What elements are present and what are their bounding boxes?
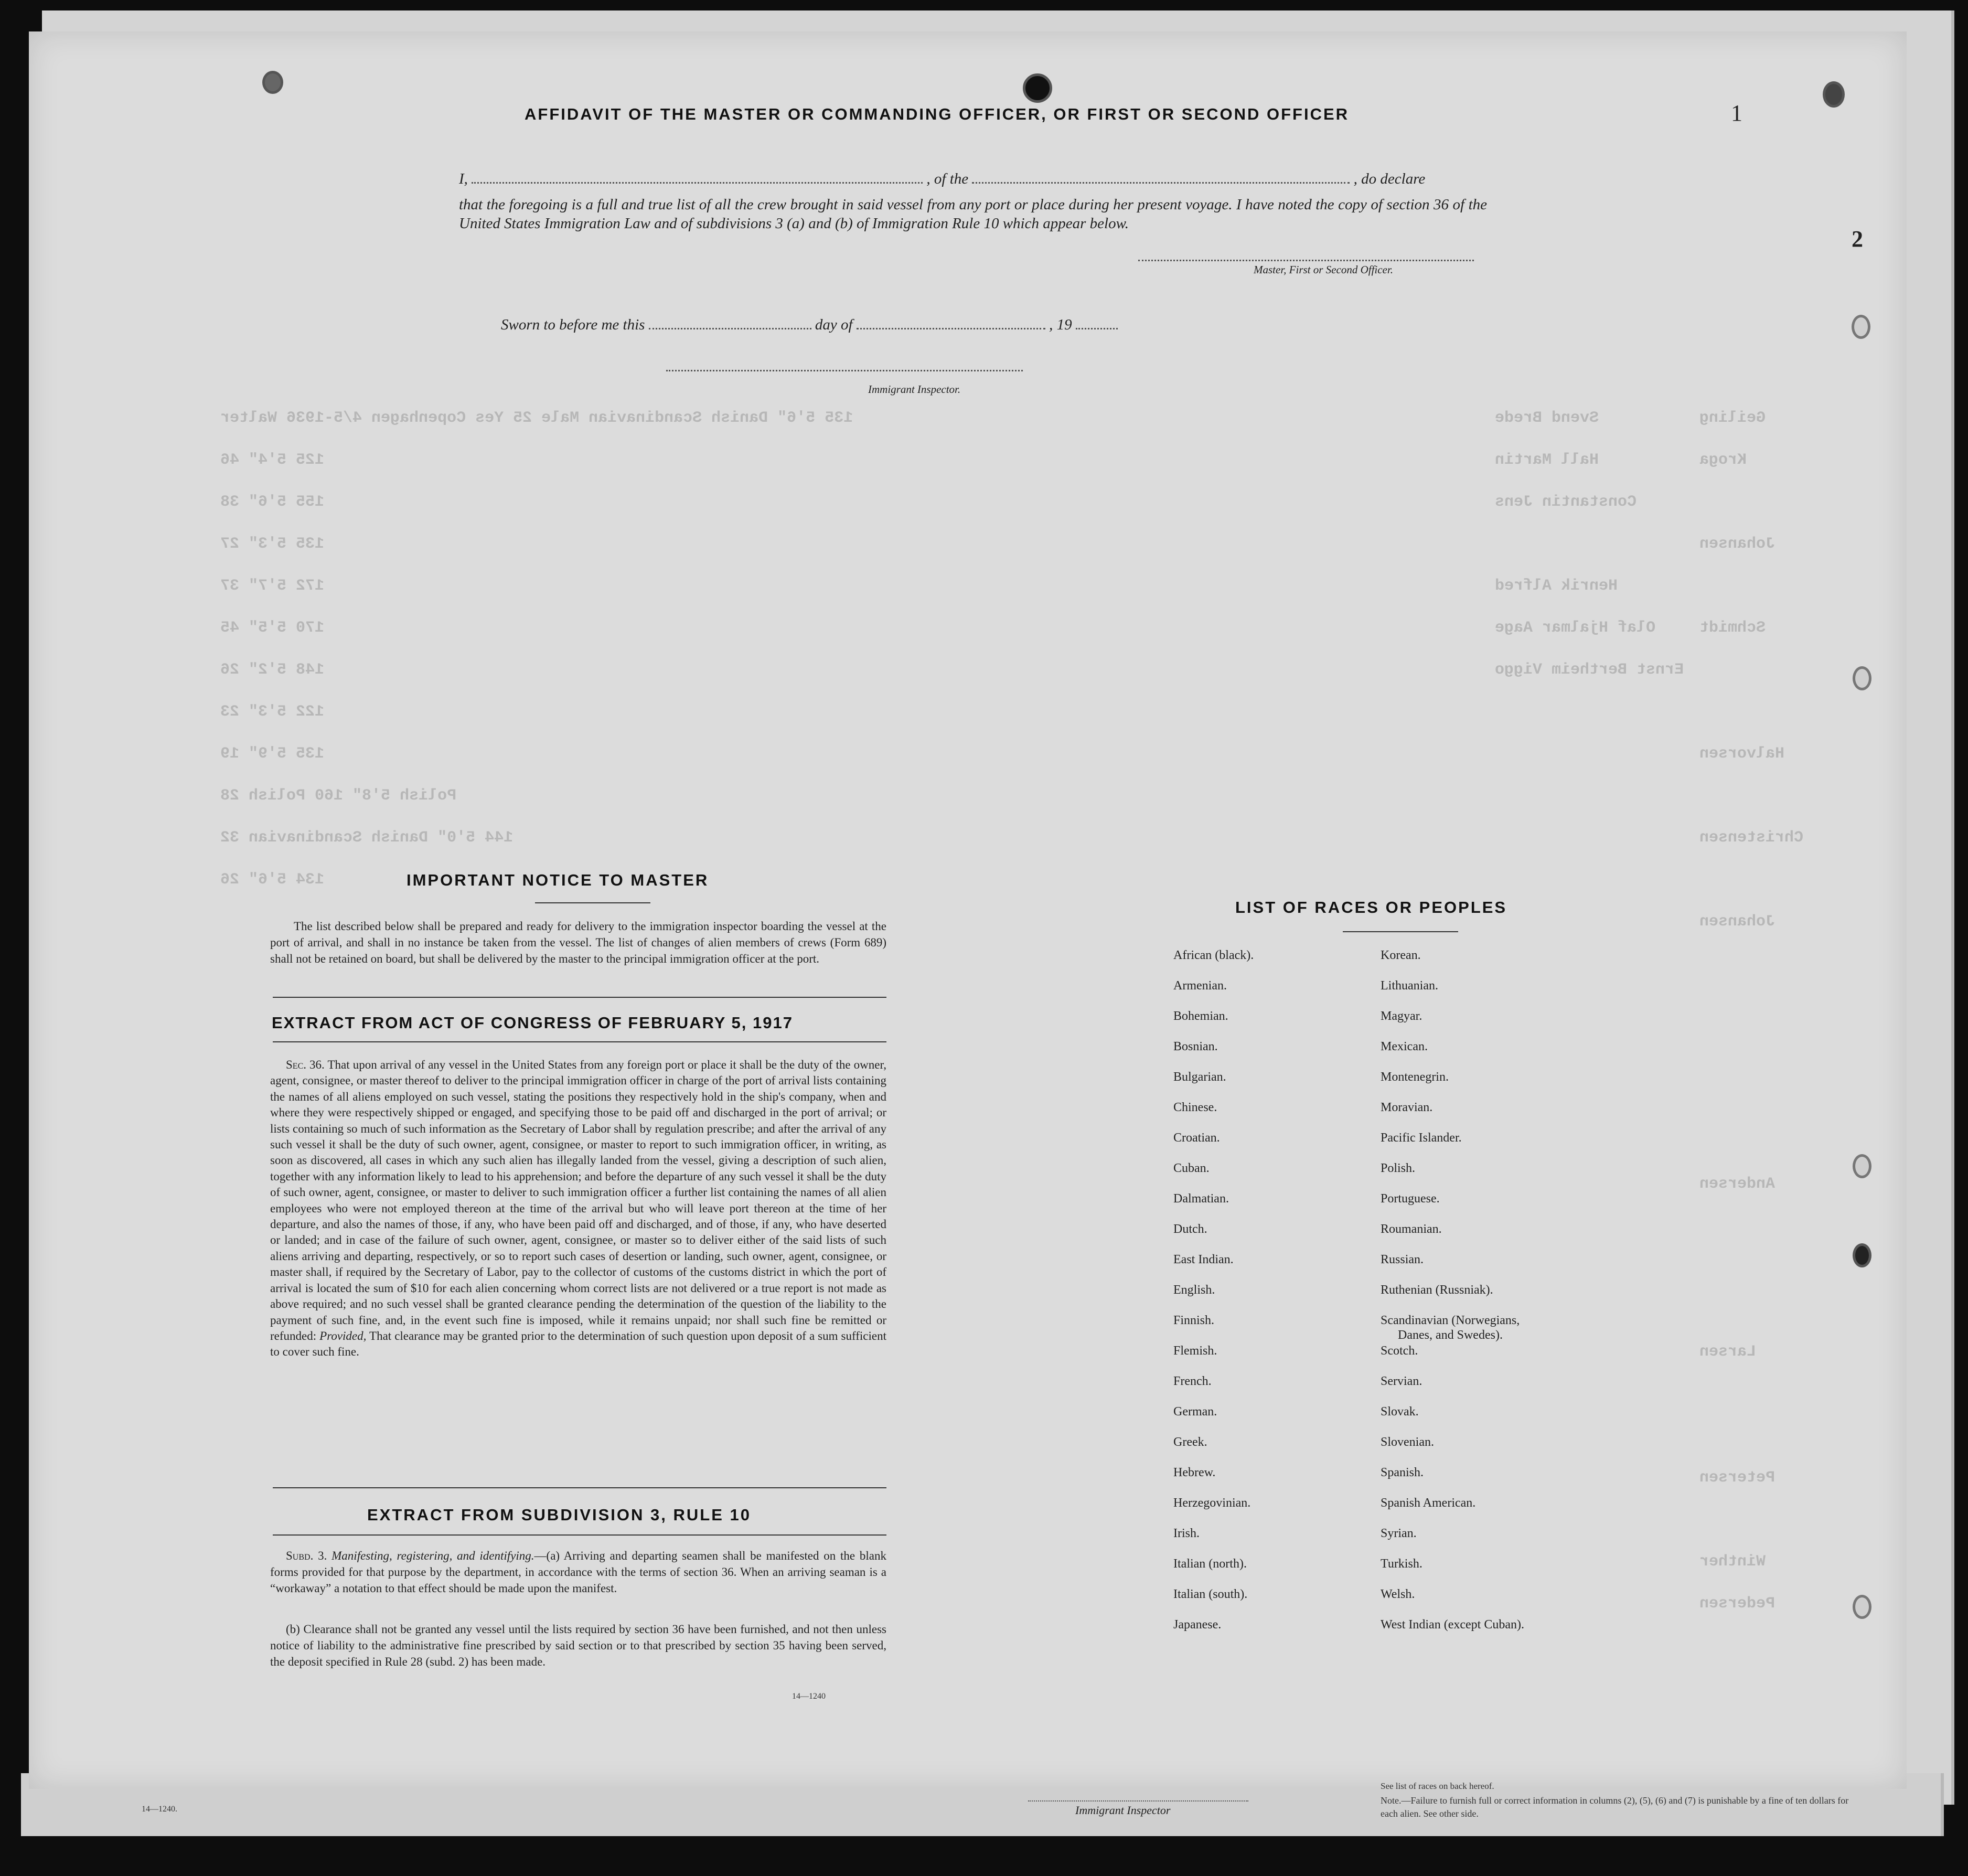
punch-hole [1852,315,1870,339]
race-item: Croatian. [1173,1131,1220,1145]
race-item: Danes, and Swedes). [1398,1328,1503,1342]
race-item: Finnish. [1173,1314,1215,1327]
act-section-text: That upon arrival of any vessel in the United States from any foreign port or place it shall be the duty of the owner, agent, consignee, or master thereof to deliver to the principal immigration officer in charge of the port of arrival lists containing the names of all aliens employed on such vessel, stating the positions they respectively hold in the ship's company, when and where they were respectively shipped or engaged, and specifying those to be paid off and discharged in the port of arrival; or lists containing so much of such information as the Secretary of Labor shall by regulation prescribe; and after the arrival of any such vessel it shall be the duty of such owner, agent, consignee, or master to report to such immigration officer, in writing, as soon as discovered, all cases in which any such alien has illegally landed from the vessel, giving a description of such alien, together with any information likely to lead to his apprehension; and before the departure of any such vessel it shall be the duty of such owner, agent, consignee, or master to deliver to such immigration officer a further list containing the names of all alien employees who were not employed thereon at the time of the arrival but who will leave port thereon at the time of her departure, and also the names of those, if any, who have been paid off and discharged, and of those, if any, who have deserted or landed; and in case of the failure of such owner, agent, consignee, or master so to deliver either of the said lists of such aliens arriving and departing, respectively, or so to report such cases of desertion or landing, such owner, agent, consignee, or master shall, if required by the Secretary of Labor, pay to the collector of customs of the customs district in which the port of arrival is located the sum of $10 for each alien concerning whom correct lists are not delivered or a true report is not made as above required; and no such vessel shall be granted clearance pending the determination of the question of the liability to the payment of such fine, and, in the event such fine is imposed, while it remains unpaid; nor shall such fine be remitted or refunded: [270,1058,886,1342]
rule-para-a-text: —(a) Arriving and departing seamen shall be manifested on the blank forms provided for that purpose by the department, in accordance with the terms of section 36. When an arriving seaman is a “workaway” a notation to that effect should be made upon the manifest. [270,1549,887,1595]
race-item: French. [1173,1374,1212,1388]
race-item: English. [1173,1283,1215,1297]
race-item: Mexican. [1381,1040,1428,1053]
race-item: Montenegrin. [1381,1070,1449,1084]
rule-para-a [270,1548,886,1596]
bottom-form-number: 14—1240. [142,1805,177,1814]
race-item: Roumanian. [1381,1222,1442,1236]
race-item: Hebrew. [1173,1466,1216,1479]
race-item: Cuban. [1173,1161,1210,1175]
rule-form-number: 14—1240 [792,1692,826,1701]
rule-subd-label: Subd. 3. [286,1549,327,1562]
notice-rule [535,902,650,903]
race-item: West Indian (except Cuban). [1381,1618,1524,1632]
signature-line [1138,260,1474,261]
sworn-day-label: day of [815,316,853,333]
race-item: Slovenian. [1381,1435,1434,1449]
bottom-see-list: See list of races on back hereof. [1381,1781,1494,1791]
bottom-inspector-line [1028,1800,1248,1802]
inspector-signature-line [666,370,1023,371]
edge-number: 2 [1852,226,1863,252]
race-item: East Indian. [1173,1253,1234,1266]
rule-top-rule [273,1487,886,1488]
race-item: Scotch. [1381,1344,1418,1358]
race-item: Syrian. [1381,1527,1417,1540]
race-item: Dutch. [1173,1222,1207,1236]
rule-para-b-text: Clearance shall not be granted any vessel until the lists required by section 36 have been furnished, and not then unless notice of liability to the administrative fine prescribed by said section or to that prescribed by section 35 having been served, the deposit specified in Rule 28 (subd. 2) has been made. [270,1623,886,1668]
race-item: Greek. [1173,1435,1207,1449]
races-title: LIST OF RACES OR PEOPLES [1235,898,1507,916]
sworn-line [501,316,1118,334]
notice-title: IMPORTANT NOTICE TO MASTER [407,871,709,889]
race-item: Irish. [1173,1527,1200,1540]
sworn-year-blank [1076,328,1118,329]
inspector-caption: Immigrant Inspector. [868,383,961,396]
rule-title: EXTRACT FROM SUBDIVISION 3, RULE 10 [367,1506,751,1524]
sworn-day-blank [649,328,811,329]
race-item: Spanish American. [1381,1496,1476,1510]
race-item: German. [1173,1405,1217,1419]
race-item: Japanese. [1173,1618,1222,1632]
punch-hole [262,71,283,94]
race-item: Spanish. [1381,1466,1424,1479]
race-item: Magyar. [1381,1009,1422,1023]
race-item: Moravian. [1381,1101,1433,1114]
race-item: Lithuanian. [1381,979,1438,993]
race-item: Pacific Islander. [1381,1131,1462,1145]
race-item: Slovak. [1381,1405,1419,1419]
rule-bottom-rule [273,1534,886,1536]
race-item: Bosnian. [1173,1040,1218,1053]
affidavit-declare-label: , do declare [1353,170,1426,187]
race-item: Bulgarian. [1173,1070,1226,1084]
act-section-label: Sec. 36. [286,1058,325,1071]
punch-hole [1853,666,1871,690]
act-title: EXTRACT FROM ACT OF CONGRESS OF FEBRUARY 5, 1917 [272,1014,793,1032]
race-item: Turkish. [1381,1557,1422,1571]
race-item: Armenian. [1173,979,1227,993]
bottom-inspector-caption: Immigrant Inspector [1075,1804,1171,1817]
sworn-label: Sworn to before me this [501,316,645,333]
affidavit-body: that the foregoing is a full and true list of all the crew brought in said vessel from any port or place during her present voyage. I have noted the copy of section 36 of the United States Immigration Law and of subdivisions 3 (a) and (b) of Immigration Rule 10 which appear below. [459,196,1487,232]
affidavit-title: AFFIDAVIT OF THE MASTER OR COMMANDING OFFICER, OR FIRST OR SECOND OFFICER [525,105,1350,123]
race-item: Portuguese. [1381,1192,1440,1206]
race-item: Russian. [1381,1253,1424,1266]
rule-subd-heading: Manifesting, registering, and identifying. [331,1549,534,1562]
punch-hole [1823,81,1845,108]
race-item: Dalmatian. [1173,1192,1229,1206]
notice-body: The list described below shall be prepared and ready for delivery to the immigration inspector boarding the vessel at the port of arrival, and shall in no instance be taken from the vessel. The list of changes of alien members of crews (Form 689) shall not be retained on board, but shall be delivered by the master to the principal immigration officer at the port. [270,920,886,965]
race-item: Welsh. [1381,1587,1415,1601]
act-body [270,1057,886,1360]
race-item: Servian. [1381,1374,1422,1388]
vessel-blank [972,182,1350,184]
act-proviso-label: Provided, [319,1329,367,1342]
race-item: Italian (north). [1173,1557,1247,1571]
sworn-month-blank [857,328,1045,329]
act-proviso-text: That clearance may be granted prior to the determination of such question upon deposit of a sum sufficient to cover such fine. [270,1329,886,1359]
affidavit-i-label: I, [459,170,468,187]
punch-hole [1853,1595,1871,1619]
sworn-year-label: , 19 [1049,316,1072,333]
race-item: Polish. [1381,1161,1416,1175]
race-item: Italian (south). [1173,1587,1248,1601]
signature-caption: Master, First or Second Officer. [1254,263,1393,276]
document-page [29,31,1907,1789]
name-blank [472,182,923,184]
act-bottom-rule [273,1041,886,1042]
race-item: Ruthenian (Russniak). [1381,1283,1493,1297]
affidavit-declaration-line [459,170,1487,188]
race-item: Herzegovinian. [1173,1496,1251,1510]
race-item: Bohemian. [1173,1009,1228,1023]
punch-hole [1853,1243,1871,1267]
race-item: Flemish. [1173,1344,1217,1358]
bottom-note: Note.—Failure to furnish full or correct information in columns (2), (5), (6) and (7) is punishable by a fine of ten dollars for each alien. See other side. [1381,1795,1849,1819]
race-item: Scandinavian (Norwegians, [1381,1314,1520,1327]
race-item: Chinese. [1173,1101,1217,1114]
races-rule [1343,931,1458,932]
rule-para-b [270,1621,886,1670]
punch-hole [1853,1154,1871,1178]
punch-hole [1023,73,1052,103]
rule-para-b-label: (b) [286,1623,300,1636]
act-top-rule [273,997,886,998]
race-item: Korean. [1381,948,1421,962]
page-number: 1 [1731,100,1742,126]
race-item: African (black). [1173,948,1254,962]
affidavit-of-label: , of the [926,170,969,187]
